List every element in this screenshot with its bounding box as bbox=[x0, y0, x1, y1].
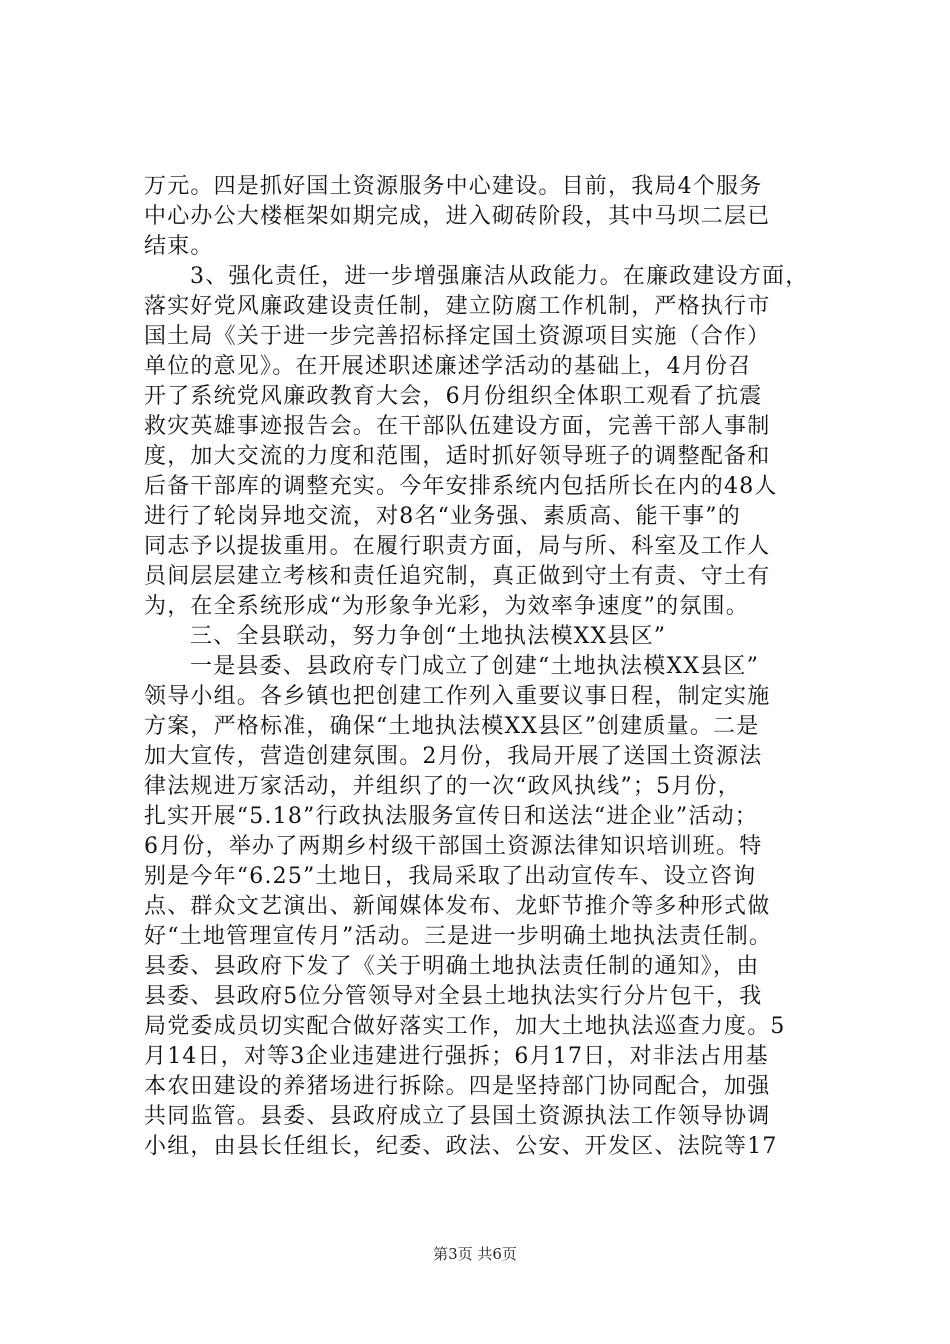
text-line: 一是县委、县政府专门成立了创建“土地执法模XX县区” bbox=[190, 654, 760, 679]
text-line: 单位的意见》。在开展述职述廉述学活动的基础上，4月份召 bbox=[144, 354, 752, 379]
text-line: 6月份，举办了两期乡村级干部国土资源法律知识培训班。特 bbox=[144, 834, 763, 859]
text-line: 共同监管。县委、县政府成立了县国土资源执法工作领导协调 bbox=[144, 1104, 771, 1129]
text-line: 万元。四是抓好国土资源服务中心建设。目前，我局4个服务 bbox=[144, 174, 763, 199]
text-line: 开了系统党风廉政教育大会，6月份组织全体职工观看了抗震 bbox=[144, 384, 763, 409]
text-line: 落实好党风廉政建设责任制，建立防腐工作机制，严格执行市 bbox=[144, 294, 771, 319]
text-line: 点、群众文艺演出、新闻媒体发布、龙虾节推介等多种形式做 bbox=[144, 894, 771, 919]
text-line: 领导小组。各乡镇也把创建工作列入重要议事日程，制定实施 bbox=[144, 684, 771, 709]
text-line: 月14日，对等3企业违建进行强拆；6月17日，对非法占用基 bbox=[144, 1044, 769, 1069]
text-line: 为，在全系统形成“为形象争光彩，为效率争速度”的氛围。 bbox=[144, 594, 749, 619]
body-text bbox=[144, 172, 834, 1162]
text-line: 中心办公大楼框架如期完成，进入砌砖阶段，其中马坝二层已 bbox=[144, 204, 771, 229]
text-line: 县委、县政府5位分管领导对全县土地执法实行分片包干，我 bbox=[144, 984, 763, 1009]
text-line: 救灾英雄事迹报告会。在干部队伍建设方面，完善干部人事制 bbox=[144, 414, 771, 439]
section-heading: 三、全县联动，努力争创“土地执法模XX县区” bbox=[190, 624, 667, 649]
text-line: 县委、县政府下发了《关于明确土地执法责任制的通知》，由 bbox=[144, 954, 760, 979]
text-line: 同志予以提拔重用。在履行职责方面，局与所、科室及工作人 bbox=[144, 534, 771, 559]
text-line: 本农田建设的养猪场进行拆除。四是坚持部门协同配合，加强 bbox=[144, 1074, 771, 1099]
text-line: 别是今年“6.25”土地日，我局采取了出动宣传车、设立咨询 bbox=[144, 864, 757, 889]
text-line: 3、强化责任，进一步增强廉洁从政能力。在廉政建设方面， bbox=[190, 264, 809, 289]
text-line: 进行了轮岗异地交流，对8名“业务强、素质高、能干事”的 bbox=[144, 504, 741, 529]
page-number-footer: 第3页 共6页 bbox=[433, 1245, 517, 1263]
text-line: 小组，由县长任组长，纪委、政法、公安、开发区、法院等17 bbox=[144, 1134, 778, 1159]
text-line: 后备干部库的调整充实。今年安排系统内包括所长在内的48人 bbox=[144, 474, 778, 499]
text-line: 员间层层建立考核和责任追究制，真正做到守土有责、守土有 bbox=[144, 564, 771, 589]
text-line: 方案，严格标准，确保“土地执法模XX县区”创建质量。二是 bbox=[144, 714, 760, 739]
text-line: 国土局《关于进一步完善招标择定国土资源项目实施（合作） bbox=[144, 324, 771, 349]
text-line: 好“土地管理宣传月”活动。三是进一步明确土地执法责任制。 bbox=[144, 924, 773, 949]
text-line: 度，加大交流的力度和范围，适时抓好领导班子的调整配备和 bbox=[144, 444, 771, 469]
text-line: 扎实开展“5.18”行政执法服务宣传日和送法“进企业”活动； bbox=[144, 804, 758, 829]
text-line: 律法规进万家活动，并组织了的一次“政风执线”；5月份， bbox=[144, 774, 741, 799]
text-line: 加大宣传，营造创建氛围。2月份，我局开展了送国土资源法 bbox=[144, 744, 763, 769]
text-line: 结束。 bbox=[144, 234, 214, 259]
text-line: 局党委成员切实配合做好落实工作，加大土地执法巡查力度。5 bbox=[144, 1014, 786, 1039]
